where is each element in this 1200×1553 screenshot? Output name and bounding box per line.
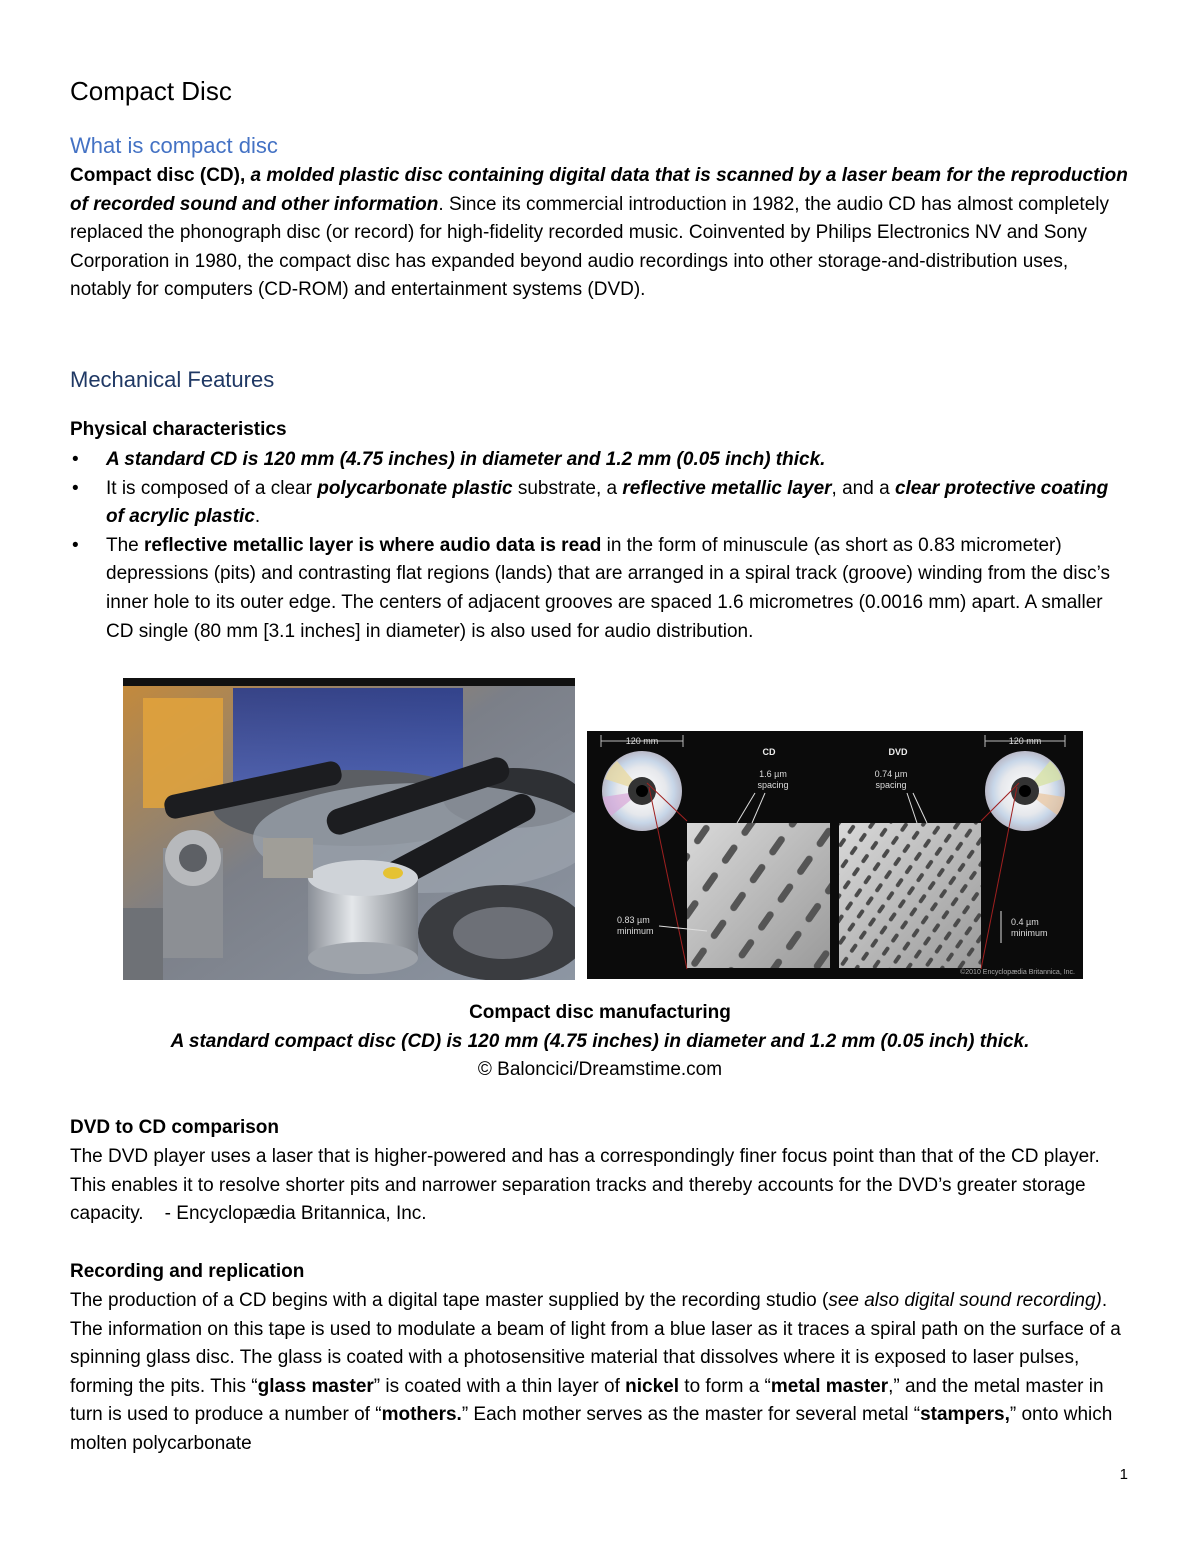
cd-spacing-label-1: 1.6 µm (759, 769, 787, 779)
bullet-emphasis: reflective metallic layer (622, 477, 832, 499)
bullet-text: , and a (831, 477, 895, 499)
bullet-reflective-layer (70, 532, 1130, 646)
cd-dvd-diagram (587, 731, 1083, 979)
recording-emphasis: glass master (257, 1375, 374, 1397)
dvd-spacing-label-1: 0.74 µm (874, 769, 908, 779)
figure-caption-title: Compact disc manufacturing (469, 1002, 731, 1023)
recording-text: to form a “ (679, 1375, 771, 1397)
recording-emphasis: metal master (770, 1375, 889, 1397)
recording-text: ” is coated with a thin layer of (373, 1375, 626, 1397)
intro-lead: Compact disc (CD), (70, 165, 251, 186)
right-diameter-label: 120 mm (1008, 736, 1042, 746)
intro-paragraph (70, 162, 1130, 305)
bullet-standard-size (70, 446, 1130, 475)
bullet-text: in the form of minuscule (as short as 0.83 micrometer) depressions (pits) and contrasting flat regions (lands) that are arranged in a spiral track (groove) winding from the disc’s inner hole to its outer edge. The centers of adjacent grooves are spaced 1.6 micrometres (0.0016 mm) apart. A smaller CD single (80 mm [3.1 inches] in diameter) is also used for audio distribution. (106, 534, 1110, 642)
dvd-minimum-label-1: 0.4 µm (1011, 917, 1039, 927)
physical-bullet-list (70, 446, 1130, 646)
bullet-standard-size-text: A standard CD is 120 mm (4.75 inches) in diameter and 1.2 mm (0.05 inch) thick. (106, 449, 826, 470)
figure-caption-credit: © Baloncici/Dreamstime.com (477, 1059, 723, 1080)
cd-minimum-label-1: 0.83 µm (617, 915, 650, 925)
cd-minimum-label-2: minimum (617, 926, 654, 936)
bullet-emphasis: polycarbonate plastic (317, 477, 513, 499)
bullet-emphasis: reflective metallic layer is where audio data is read (144, 534, 602, 556)
left-diameter-label: 120 mm (625, 736, 659, 746)
bullet-text: . (254, 506, 261, 528)
recording-text: ,” and the metal master in turn is used to produce a number of “ (70, 1375, 1104, 1426)
bullet-composition (70, 475, 1130, 532)
section-heading-mechanical: Mechanical Features (70, 367, 275, 392)
recording-text: . The information on this tape is used to modulate a beam of light from a blue laser as it traces a spiral path on the surface of a spinning glass disc. The glass is coated with a photosensitive material that dissolves where it is exposed to laser pulses, forming the pits. This “ (70, 1290, 1121, 1397)
subheading-physical: Physical characteristics (70, 419, 287, 440)
recording-text: ” Each mother serves as the master for several metal “ (461, 1404, 921, 1426)
recording-text: The production of a CD begins with a digital tape master supplied by the recording studio ( (70, 1290, 829, 1311)
dvd-spacing-label-2: spacing (875, 780, 907, 790)
bullet-text: It is composed of a clear (106, 477, 318, 499)
diagram-copyright: ©2010 Encyclopædia Britannica, Inc. (960, 969, 1075, 976)
cd-spacing-label-2: spacing (757, 780, 789, 790)
figure-caption-text: A standard compact disc (CD) is 120 mm (4.75 inches) in diameter and 1.2 mm (0.05 inch) thick. (170, 1031, 1030, 1052)
manufacturing-photo (123, 678, 575, 980)
bullet-text: substrate, a (512, 477, 623, 499)
recording-emphasis: mothers. (381, 1404, 462, 1426)
recording-see-also: see also digital sound recording) (828, 1290, 1102, 1311)
bullet-emphasis: clear protective coating of acrylic plastic (106, 477, 1109, 528)
recording-emphasis: nickel (625, 1375, 680, 1397)
dvd-label: DVD (888, 747, 908, 757)
document-title: Compact Disc (70, 76, 232, 106)
cd-label: CD (762, 747, 776, 757)
recording-paragraph (70, 1287, 1130, 1459)
dvd-minimum-label-2: minimum (1011, 928, 1048, 938)
bullet-text: The (106, 534, 145, 556)
recording-emphasis: stampers, (920, 1404, 1010, 1426)
intro-rest: . Since its commercial introduction in 1982, the audio CD has almost completely replaced the phonograph disc (or record) for high-fidelity recorded music. Coinvented by Philips Electronics NV and Sony Corporation in 1980, the compact disc has expanded beyond audio recordings into other storage-and-distribution uses, notably for computers (CD-ROM) and entertainment systems (DVD). (70, 193, 1110, 301)
recording-text: ” onto which molten polycarbonate (70, 1404, 1113, 1454)
page-number: 1 (1119, 1466, 1128, 1483)
dvd-cd-paragraph: The DVD player uses a laser that is higher-powered and has a correspondingly finer focus point than that of the CD player. This enables it to resolve shorter pits and narrower separation tracks and thereby accounts for the DVD’s greater storage capacity. - Encyclopædia Britannica, Inc. (70, 1146, 1105, 1225)
subheading-dvd-cd: DVD to CD comparison (70, 1117, 280, 1138)
subheading-recording: Recording and replication (70, 1261, 305, 1282)
section-heading-what-is-cd: What is compact disc (70, 133, 278, 158)
intro-definition: a molded plastic disc containing digital data that is scanned by a laser beam for the reproduction of recorded sound and other information (70, 165, 1128, 215)
